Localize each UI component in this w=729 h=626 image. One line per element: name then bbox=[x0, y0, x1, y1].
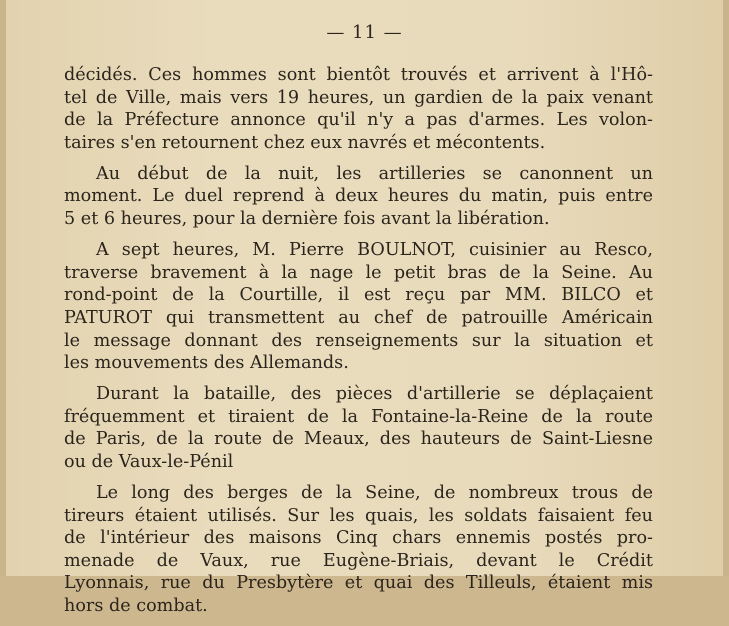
paragraph bbox=[64, 163, 653, 231]
text-line: traverse bravement à la nage le petit bras de la Seine. Au bbox=[64, 262, 653, 283]
page-edge-left bbox=[0, 0, 6, 576]
text-line: A sept heures, M. Pierre BOULNOT, cuisinier au Resco, bbox=[96, 240, 653, 261]
text-line: fréquemment et tiraient de la Fontaine-la-Reine de la route bbox=[64, 406, 653, 427]
text-line: tireurs étaient utilisés. Sur les quais, les soldats faisaient feu bbox=[64, 505, 653, 526]
paragraph bbox=[64, 64, 653, 154]
body-text bbox=[64, 64, 653, 626]
text-line: menade de Vaux, rue Eugène-Briais, devant le Crédit bbox=[64, 550, 653, 571]
text-line: moment. Le duel reprend à deux heures du matin, puis entre bbox=[64, 186, 653, 207]
text-line: PATUROT qui transmettent au chef de patrouille Américain bbox=[64, 307, 653, 328]
paragraph bbox=[64, 383, 653, 473]
page-edge-right bbox=[723, 0, 729, 576]
text-line: décidés. Ces hommes sont bientôt trouvés et arrivent à l'Hô- bbox=[64, 65, 653, 85]
text-line: 5 et 6 heures, pour la dernière fois avant la libération. bbox=[64, 209, 550, 230]
text-line: les mouvements des Allemands. bbox=[64, 353, 349, 374]
text-line: ou de Vaux-le-Pénil bbox=[64, 452, 234, 472]
paragraph bbox=[64, 482, 653, 618]
text-line: tel de Ville, mais vers 19 heures, un gardien de la paix venant bbox=[64, 87, 653, 108]
text-line: Le long des berges de la Seine, de nombreux trous de bbox=[96, 483, 653, 504]
paragraph bbox=[64, 239, 653, 375]
page-number: — 11 — bbox=[326, 22, 403, 43]
text-line: Lyonnais, rue du Presbytère et quai des Tilleuls, étaient mis bbox=[64, 573, 653, 594]
text-line: le message donnant des renseignements sur la situation et bbox=[64, 330, 653, 351]
text-line: de l'intérieur des maisons Cinq chars ennemis postés pro- bbox=[64, 528, 653, 549]
text-line: hors de combat. bbox=[64, 596, 208, 617]
text-line: taires s'en retournent chez eux navrés et mécontents. bbox=[64, 132, 546, 153]
text-line: Au début de la nuit, les artilleries se canonnent un bbox=[96, 163, 653, 184]
text-line: Durant la bataille, des pièces d'artillerie se déplaçaient bbox=[96, 384, 653, 405]
text-line: de Paris, de la route de Meaux, des hauteurs de Saint-Liesne bbox=[64, 429, 653, 450]
text-line: de la Préfecture annonce qu'il n'y a pas d'armes. Les volon- bbox=[64, 110, 653, 131]
text-line: rond-point de la Courtille, il est reçu par MM. BILCO et bbox=[64, 285, 653, 306]
